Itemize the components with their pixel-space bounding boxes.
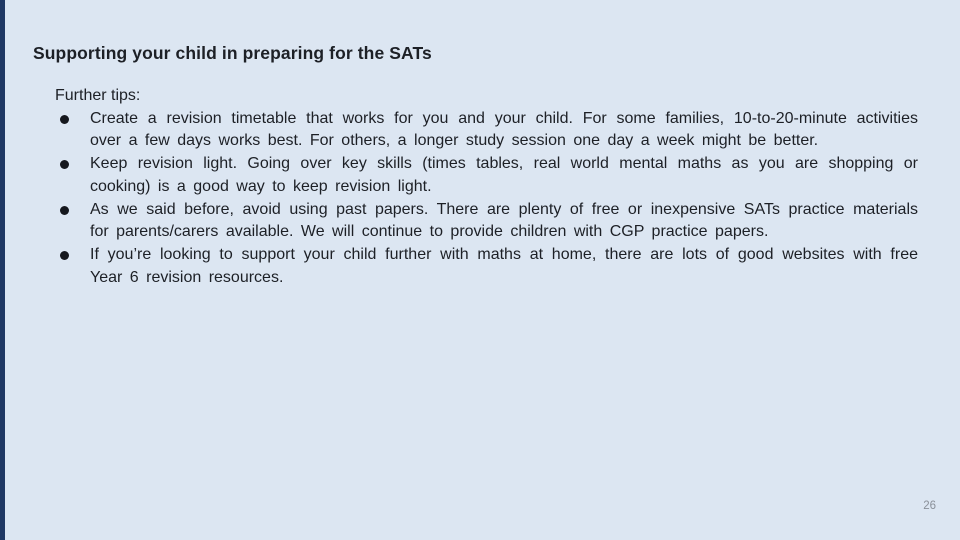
left-accent-bar [0,0,5,540]
tip-text: If you’re looking to support your child further with maths at home, there are lots of good websites with free Year 6 revision resources. [90,245,918,286]
intro-line: Further tips: [55,87,141,104]
tip-item [55,244,918,289]
page-number: 26 [923,500,936,512]
bullet-icon [60,115,69,124]
tip-item [55,153,918,198]
bullet-icon [60,160,69,169]
tip-text: Create a revision timetable that works for you and your child. For some families, 10-to-20-minute activities over a few days works best. For others, a longer study session one day a week might be better. [90,109,918,150]
tip-text: Keep revision light. Going over key skills (times tables, real world mental maths as you are shopping or cooking) is a good way to keep revision light. [90,155,918,195]
slide-body [55,85,918,289]
tip-text: As we said before, avoid using past papers. There are plenty of free or inexpensive SATs practice materials for parents/carers available. We will continue to provide children with CGP practice papers. [90,200,918,241]
tip-item [55,108,918,153]
bullet-icon [60,206,69,215]
tips-list [55,108,918,290]
tip-item [55,199,918,244]
bullet-icon [60,251,69,260]
slide-title: Supporting your child in preparing for the SATs [33,42,432,63]
